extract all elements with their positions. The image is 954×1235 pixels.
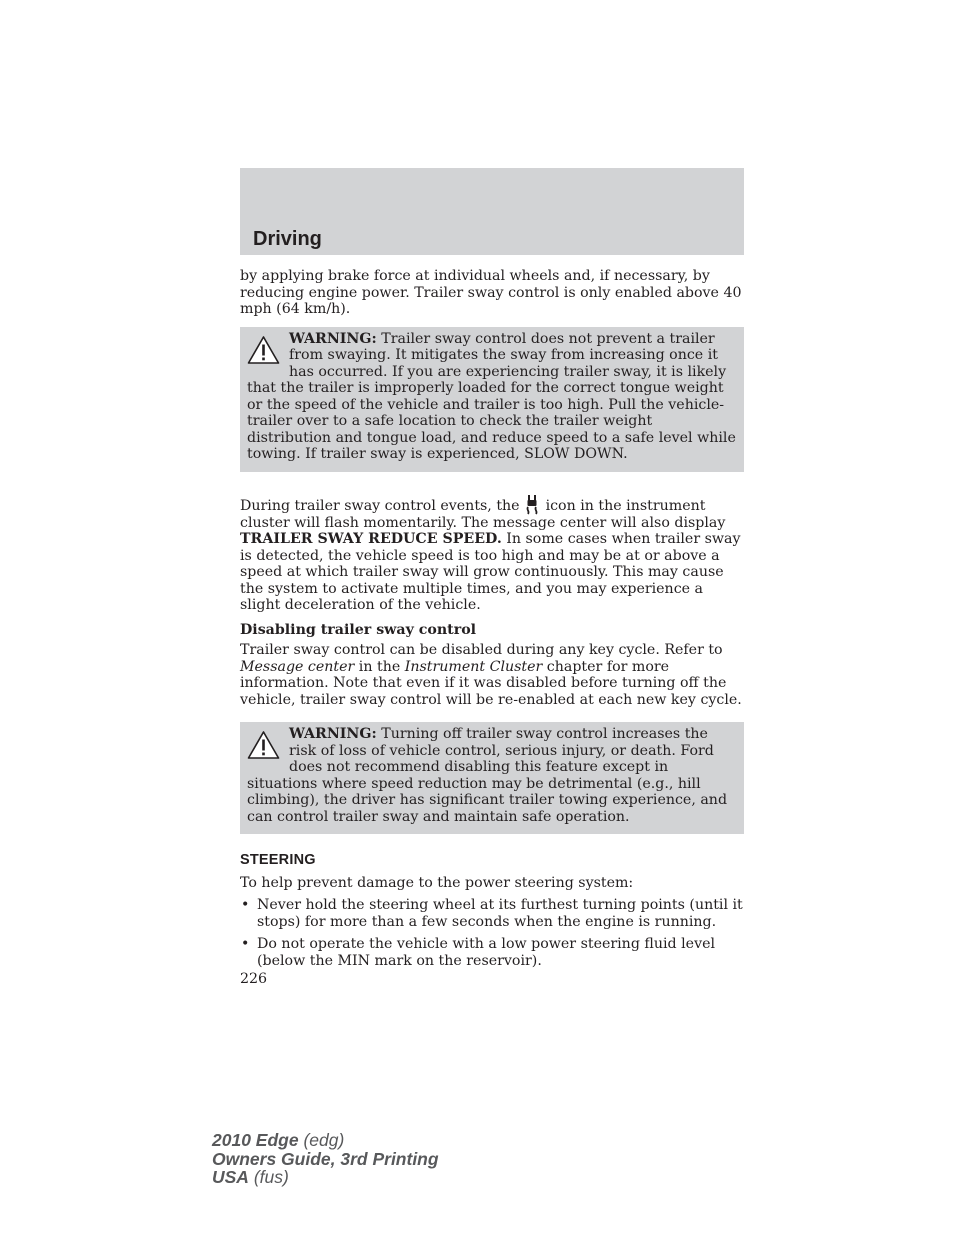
page-number: 226 xyxy=(240,971,268,987)
page-content xyxy=(240,268,744,988)
list-item: • Do not operate the vehicle with a low power steering fluid level (below the MIN mark on the reservoir). xyxy=(241,936,716,969)
warning-body: Turning off trailer sway control increases the risk of loss of vehicle control, serious injury, or death. Ford does not recommend disabling this feature except in situations where speed reduction may be detrimental (e.g., hill climbing), the driver has significant trailer towing experience, and can control trailer sway and maintain safe operation. xyxy=(247,726,728,825)
disabling-text-part2: in the xyxy=(354,658,405,675)
message-center-reference: Message center xyxy=(240,658,355,675)
warning-text xyxy=(247,331,737,463)
list-item-text: Do not operate the vehicle with a low power steering fluid level (below the MIN mark on the reservoir). xyxy=(257,936,716,969)
warning-text xyxy=(247,726,737,825)
steering-list xyxy=(240,897,744,969)
disabling-heading: Disabling trailer sway control xyxy=(240,621,477,638)
intro-paragraph: by applying brake force at individual wheels and, if necessary, by reducing engine power. Trailer sway control is only enabled above 40 mph (64 km/h). xyxy=(240,268,742,317)
document-footer xyxy=(212,1131,439,1187)
message-center-display-text: TRAILER SWAY REDUCE SPEED. xyxy=(240,531,502,547)
instrument-cluster-reference: Instrument Cluster xyxy=(404,658,543,675)
events-text-part3: In some cases when trailer sway is detected, the vehicle speed is too high and may be at or above a speed at which trailer sway will grow continuously. This may cause the system to activate multiple times, and you may experience a slight deceleration of the vehicle. xyxy=(240,531,741,613)
warning-triangle-icon xyxy=(247,335,280,365)
warning-body: Trailer sway control does not prevent a trailer from swaying. It mitigates the sway from increasing once it has occurred. If you are experiencing trailer sway, it is likely that the trailer is improperly loaded for the correct tongue weight or the speed of the vehicle and trailer is too high. Pull the vehicle-trailer over to a safe location to check the trailer weight distribution and tongue load, and reduce speed to a safe level while towing. If trailer sway is experienced, SLOW DOWN. xyxy=(247,330,736,462)
disabling-text-part1: Trailer sway control can be disabled during any key cycle. Refer to xyxy=(240,642,723,658)
footer-guide: Owners Guide, 3rd Printing xyxy=(212,1148,439,1169)
footer-market: USA xyxy=(212,1167,249,1187)
steering-heading: STEERING xyxy=(240,852,316,868)
footer-market-line xyxy=(212,1168,439,1187)
disabling-paragraph xyxy=(240,642,744,708)
footer-model: 2010 Edge xyxy=(212,1130,299,1150)
disabling-text-part3: chapter for more information. Note that even if it was disabled before turning off the vehicle, trailer sway control will be re-enabled at each new key cycle. xyxy=(240,658,742,708)
events-text-part2: icon in the instrument cluster will flash momentarily. The message center will also display xyxy=(240,497,726,531)
trailer-sway-icon xyxy=(524,493,540,515)
events-text-part1: During trailer sway control events, the xyxy=(240,497,520,514)
warning-box-trailer-sway xyxy=(240,327,744,472)
list-item: • Never hold the steering wheel at its furthest turning points (until it stops) for more than a few seconds when the engine is running. xyxy=(241,897,743,930)
steering-intro: To help prevent damage to the power steering system: xyxy=(240,874,634,891)
footer-guide-line xyxy=(212,1150,439,1169)
warning-label: WARNING: xyxy=(289,330,377,347)
list-item-text: Never hold the steering wheel at its furthest turning points (until it stops) for more than a few seconds when the engine is running. xyxy=(257,897,743,930)
section-title: Driving xyxy=(253,228,322,250)
section-header-band xyxy=(240,168,744,255)
events-paragraph xyxy=(240,493,744,614)
footer-model-line xyxy=(212,1131,439,1150)
warning-label: WARNING: xyxy=(289,726,377,742)
footer-market-code: (fus) xyxy=(253,1167,289,1187)
warning-box-disable xyxy=(240,722,744,834)
warning-triangle-icon xyxy=(247,730,280,760)
footer-model-code: (edg) xyxy=(303,1130,345,1150)
